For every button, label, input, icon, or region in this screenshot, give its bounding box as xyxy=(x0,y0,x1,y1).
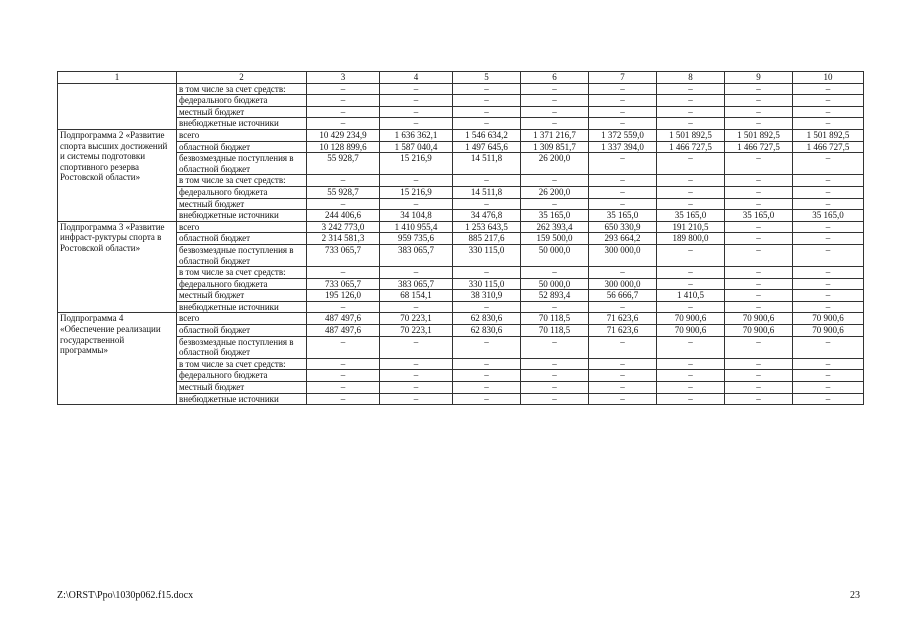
value-cell: – xyxy=(589,106,657,118)
value-cell: – xyxy=(307,382,380,394)
value-cell: – xyxy=(657,267,725,279)
value-cell: 1 466 727,5 xyxy=(657,141,725,153)
value-cell: – xyxy=(725,267,793,279)
table-row xyxy=(58,267,864,279)
value-cell: – xyxy=(589,267,657,279)
value-cell: 55 928,7 xyxy=(307,186,380,198)
row-label: местный бюджет xyxy=(177,290,307,302)
value-cell: – xyxy=(657,278,725,290)
value-cell: – xyxy=(725,83,793,95)
value-cell: – xyxy=(657,198,725,210)
value-cell: – xyxy=(589,186,657,198)
table-body xyxy=(58,83,864,405)
table-row xyxy=(58,129,864,141)
value-cell: – xyxy=(793,336,864,358)
row-label: безвозмездные поступления в областной бюджет xyxy=(177,336,307,358)
value-cell: – xyxy=(307,106,380,118)
subprogram-title xyxy=(58,83,177,129)
value-cell: – xyxy=(380,336,453,358)
value-cell: – xyxy=(725,290,793,302)
row-label: в том числе за счет средств: xyxy=(177,83,307,95)
value-cell: – xyxy=(657,358,725,370)
value-cell: – xyxy=(589,301,657,313)
value-cell: – xyxy=(589,393,657,405)
value-cell: 330 115,0 xyxy=(453,244,521,266)
header-cell: 4 xyxy=(380,72,453,84)
value-cell: 487 497,6 xyxy=(307,313,380,325)
value-cell: – xyxy=(793,221,864,233)
value-cell: 70 118,5 xyxy=(521,325,589,337)
value-cell: 959 735,6 xyxy=(380,233,453,245)
value-cell: – xyxy=(657,106,725,118)
header-cell: 5 xyxy=(453,72,521,84)
value-cell: – xyxy=(725,393,793,405)
value-cell: – xyxy=(307,175,380,187)
value-cell: – xyxy=(657,382,725,394)
value-cell: – xyxy=(725,336,793,358)
value-cell: – xyxy=(521,118,589,130)
value-cell: – xyxy=(307,118,380,130)
value-cell: 70 900,6 xyxy=(793,325,864,337)
value-cell: 70 900,6 xyxy=(657,313,725,325)
value-cell: – xyxy=(657,370,725,382)
row-label: внебюджетные источники xyxy=(177,118,307,130)
value-cell: – xyxy=(453,198,521,210)
value-cell: – xyxy=(657,95,725,107)
value-cell: – xyxy=(725,198,793,210)
row-label: федерального бюджета xyxy=(177,95,307,107)
value-cell: 2 314 581,3 xyxy=(307,233,380,245)
value-cell: 35 165,0 xyxy=(793,210,864,222)
value-cell: 10 128 899,6 xyxy=(307,141,380,153)
value-cell: 70 223,1 xyxy=(380,313,453,325)
value-cell: – xyxy=(521,198,589,210)
table-row xyxy=(58,301,864,313)
value-cell: – xyxy=(589,118,657,130)
value-cell: – xyxy=(793,95,864,107)
value-cell: – xyxy=(589,153,657,175)
value-cell: 14 511,8 xyxy=(453,153,521,175)
value-cell: 3 242 773,0 xyxy=(307,221,380,233)
value-cell: – xyxy=(589,370,657,382)
value-cell: 70 900,6 xyxy=(725,325,793,337)
table-row xyxy=(58,233,864,245)
header-cell: 1 xyxy=(58,72,177,84)
value-cell: – xyxy=(725,358,793,370)
value-cell: 195 126,0 xyxy=(307,290,380,302)
value-cell: 15 216,9 xyxy=(380,153,453,175)
value-cell: 1 309 851,7 xyxy=(521,141,589,153)
row-label: областной бюджет xyxy=(177,141,307,153)
value-cell: 1 501 892,5 xyxy=(793,129,864,141)
value-cell: – xyxy=(380,393,453,405)
value-cell: – xyxy=(725,153,793,175)
value-cell: – xyxy=(521,382,589,394)
value-cell: 56 666,7 xyxy=(589,290,657,302)
value-cell: – xyxy=(725,95,793,107)
value-cell: 26 200,0 xyxy=(521,186,589,198)
value-cell: 50 000,0 xyxy=(521,244,589,266)
table-row xyxy=(58,358,864,370)
row-label: областной бюджет xyxy=(177,233,307,245)
value-cell: – xyxy=(453,370,521,382)
table-row xyxy=(58,95,864,107)
value-cell: 26 200,0 xyxy=(521,153,589,175)
value-cell: – xyxy=(793,153,864,175)
value-cell: – xyxy=(453,175,521,187)
value-cell: 487 497,6 xyxy=(307,325,380,337)
value-cell: 1 371 216,7 xyxy=(521,129,589,141)
value-cell: – xyxy=(521,106,589,118)
row-label: федерального бюджета xyxy=(177,186,307,198)
value-cell: 383 065,7 xyxy=(380,278,453,290)
value-cell: 300 000,0 xyxy=(589,244,657,266)
value-cell: – xyxy=(725,370,793,382)
row-label: безвозмездные поступления в областной бюджет xyxy=(177,244,307,266)
value-cell: 1 546 634,2 xyxy=(453,129,521,141)
table-row xyxy=(58,278,864,290)
value-cell: – xyxy=(380,358,453,370)
value-cell: 1 636 362,1 xyxy=(380,129,453,141)
value-cell: 262 393,4 xyxy=(521,221,589,233)
value-cell: – xyxy=(453,83,521,95)
value-cell: – xyxy=(793,358,864,370)
value-cell: 244 406,6 xyxy=(307,210,380,222)
value-cell: 650 330,9 xyxy=(589,221,657,233)
value-cell: – xyxy=(380,267,453,279)
table-row xyxy=(58,186,864,198)
value-cell: – xyxy=(725,106,793,118)
table-row xyxy=(58,221,864,233)
value-cell: 70 900,6 xyxy=(793,313,864,325)
value-cell: – xyxy=(380,382,453,394)
value-cell: – xyxy=(453,118,521,130)
value-cell: – xyxy=(307,301,380,313)
value-cell: – xyxy=(793,278,864,290)
value-cell: 14 511,8 xyxy=(453,186,521,198)
table-row xyxy=(58,290,864,302)
table-row xyxy=(58,393,864,405)
table-row xyxy=(58,244,864,266)
value-cell: – xyxy=(521,83,589,95)
value-cell: 35 165,0 xyxy=(725,210,793,222)
value-cell: – xyxy=(307,95,380,107)
row-label: местный бюджет xyxy=(177,198,307,210)
value-cell: – xyxy=(793,198,864,210)
table-row xyxy=(58,370,864,382)
budget-table xyxy=(57,71,864,405)
value-cell: 34 476,8 xyxy=(453,210,521,222)
value-cell: – xyxy=(657,393,725,405)
value-cell: – xyxy=(725,186,793,198)
value-cell: 1 497 645,6 xyxy=(453,141,521,153)
value-cell: – xyxy=(793,393,864,405)
value-cell: – xyxy=(725,175,793,187)
row-label: федерального бюджета xyxy=(177,370,307,382)
value-cell: – xyxy=(657,118,725,130)
value-cell: – xyxy=(793,267,864,279)
table-row xyxy=(58,175,864,187)
value-cell: 1 253 643,5 xyxy=(453,221,521,233)
value-cell: – xyxy=(589,175,657,187)
value-cell: – xyxy=(307,83,380,95)
value-cell: – xyxy=(657,301,725,313)
value-cell: – xyxy=(589,83,657,95)
header-cell: 8 xyxy=(657,72,725,84)
value-cell: 383 065,7 xyxy=(380,244,453,266)
value-cell: – xyxy=(453,336,521,358)
value-cell: – xyxy=(589,382,657,394)
row-label: в том числе за счет средств: xyxy=(177,267,307,279)
value-cell: 34 104,8 xyxy=(380,210,453,222)
table-row xyxy=(58,313,864,325)
value-cell: – xyxy=(793,186,864,198)
value-cell: 330 115,0 xyxy=(453,278,521,290)
value-cell: 70 900,6 xyxy=(725,313,793,325)
value-cell: – xyxy=(793,106,864,118)
value-cell: – xyxy=(725,301,793,313)
row-label: в том числе за счет средств: xyxy=(177,358,307,370)
value-cell: – xyxy=(453,267,521,279)
table-row xyxy=(58,336,864,358)
value-cell: – xyxy=(380,95,453,107)
value-cell: 293 664,2 xyxy=(589,233,657,245)
row-label: всего xyxy=(177,129,307,141)
value-cell: – xyxy=(380,301,453,313)
row-label: внебюджетные источники xyxy=(177,210,307,222)
row-label: федерального бюджета xyxy=(177,278,307,290)
header-cell: 7 xyxy=(589,72,657,84)
value-cell: – xyxy=(793,370,864,382)
value-cell: 68 154,1 xyxy=(380,290,453,302)
value-cell: 189 800,0 xyxy=(657,233,725,245)
value-cell: – xyxy=(725,233,793,245)
value-cell: – xyxy=(793,175,864,187)
value-cell: 71 623,6 xyxy=(589,313,657,325)
value-cell: – xyxy=(307,393,380,405)
table-row xyxy=(58,382,864,394)
value-cell: – xyxy=(657,244,725,266)
value-cell: 70 223,1 xyxy=(380,325,453,337)
value-cell: – xyxy=(453,358,521,370)
value-cell: – xyxy=(589,336,657,358)
row-label: всего xyxy=(177,221,307,233)
value-cell: – xyxy=(380,83,453,95)
value-cell: – xyxy=(521,95,589,107)
value-cell: – xyxy=(453,106,521,118)
value-cell: – xyxy=(793,382,864,394)
value-cell: 1 466 727,5 xyxy=(793,141,864,153)
value-cell: 35 165,0 xyxy=(657,210,725,222)
value-cell: 191 210,5 xyxy=(657,221,725,233)
value-cell: – xyxy=(657,153,725,175)
value-cell: – xyxy=(589,358,657,370)
page-number: 23 xyxy=(850,590,860,601)
value-cell: 733 065,7 xyxy=(307,278,380,290)
table-row xyxy=(58,141,864,153)
value-cell: – xyxy=(589,95,657,107)
value-cell: – xyxy=(589,198,657,210)
value-cell: 1 501 892,5 xyxy=(725,129,793,141)
value-cell: 300 000,0 xyxy=(589,278,657,290)
value-cell: 70 900,6 xyxy=(657,325,725,337)
value-cell: – xyxy=(453,95,521,107)
header-cell: 10 xyxy=(793,72,864,84)
value-cell: – xyxy=(725,278,793,290)
value-cell: 15 216,9 xyxy=(380,186,453,198)
value-cell: 1 337 394,0 xyxy=(589,141,657,153)
subprogram-title: Подпрограмма 3 «Развитие инфраст-руктуры спорта в Ростовской области» xyxy=(58,221,177,313)
value-cell: – xyxy=(657,175,725,187)
value-cell: 1 410 955,4 xyxy=(380,221,453,233)
value-cell: – xyxy=(521,301,589,313)
value-cell: – xyxy=(521,370,589,382)
value-cell: – xyxy=(793,244,864,266)
row-label: внебюджетные источники xyxy=(177,393,307,405)
value-cell: – xyxy=(793,290,864,302)
file-path: Z:\ORST\Ppo\1030p062.f15.docx xyxy=(57,590,194,601)
value-cell: – xyxy=(453,393,521,405)
row-label: местный бюджет xyxy=(177,382,307,394)
value-cell: 1 501 892,5 xyxy=(657,129,725,141)
header-row xyxy=(58,72,864,84)
value-cell: – xyxy=(380,175,453,187)
value-cell: – xyxy=(521,336,589,358)
row-label: внебюджетные источники xyxy=(177,301,307,313)
value-cell: 70 118,5 xyxy=(521,313,589,325)
value-cell: – xyxy=(307,370,380,382)
value-cell: – xyxy=(453,301,521,313)
header-cell: 3 xyxy=(307,72,380,84)
value-cell: 62 830,6 xyxy=(453,313,521,325)
table-row xyxy=(58,153,864,175)
value-cell: 885 217,6 xyxy=(453,233,521,245)
value-cell: – xyxy=(307,198,380,210)
header-cell: 9 xyxy=(725,72,793,84)
value-cell: – xyxy=(521,358,589,370)
table-row xyxy=(58,325,864,337)
row-label: всего xyxy=(177,313,307,325)
row-label: местный бюджет xyxy=(177,106,307,118)
value-cell: – xyxy=(725,118,793,130)
value-cell: – xyxy=(793,233,864,245)
value-cell: – xyxy=(793,83,864,95)
value-cell: 1 466 727,5 xyxy=(725,141,793,153)
subprogram-title: Подпрограмма 4 «Обеспечение реализации государственной программы» xyxy=(58,313,177,405)
table-row xyxy=(58,83,864,95)
value-cell: – xyxy=(657,83,725,95)
value-cell: – xyxy=(725,221,793,233)
table-row xyxy=(58,106,864,118)
value-cell: – xyxy=(657,186,725,198)
row-label: безвозмездные поступления в областной бюджет xyxy=(177,153,307,175)
value-cell: – xyxy=(380,198,453,210)
value-cell: – xyxy=(657,336,725,358)
value-cell: 1 587 040,4 xyxy=(380,141,453,153)
value-cell: 55 928,7 xyxy=(307,153,380,175)
value-cell: 159 500,0 xyxy=(521,233,589,245)
value-cell: – xyxy=(380,118,453,130)
value-cell: 62 830,6 xyxy=(453,325,521,337)
value-cell: 35 165,0 xyxy=(521,210,589,222)
value-cell: 71 623,6 xyxy=(589,325,657,337)
value-cell: – xyxy=(725,382,793,394)
value-cell: – xyxy=(380,106,453,118)
subprogram-title: Подпрограмма 2 «Развитие спорта высших достижений и системы подготовки спортивного резерва Ростовской области» xyxy=(58,129,177,221)
value-cell: – xyxy=(793,301,864,313)
row-label: в том числе за счет средств: xyxy=(177,175,307,187)
value-cell: – xyxy=(307,336,380,358)
value-cell: 52 893,4 xyxy=(521,290,589,302)
row-label: областной бюджет xyxy=(177,325,307,337)
value-cell: – xyxy=(793,118,864,130)
value-cell: 1 372 559,0 xyxy=(589,129,657,141)
value-cell: 35 165,0 xyxy=(589,210,657,222)
value-cell: – xyxy=(521,393,589,405)
table-row xyxy=(58,198,864,210)
header-cell: 6 xyxy=(521,72,589,84)
value-cell: 10 429 234,9 xyxy=(307,129,380,141)
value-cell: – xyxy=(725,244,793,266)
value-cell: – xyxy=(307,358,380,370)
value-cell: 38 310,9 xyxy=(453,290,521,302)
table-row xyxy=(58,118,864,130)
value-cell: – xyxy=(307,267,380,279)
table-row xyxy=(58,210,864,222)
value-cell: 733 065,7 xyxy=(307,244,380,266)
value-cell: – xyxy=(380,370,453,382)
header-cell: 2 xyxy=(177,72,307,84)
value-cell: – xyxy=(521,267,589,279)
value-cell: – xyxy=(521,175,589,187)
value-cell: – xyxy=(453,382,521,394)
value-cell: 1 410,5 xyxy=(657,290,725,302)
value-cell: 50 000,0 xyxy=(521,278,589,290)
